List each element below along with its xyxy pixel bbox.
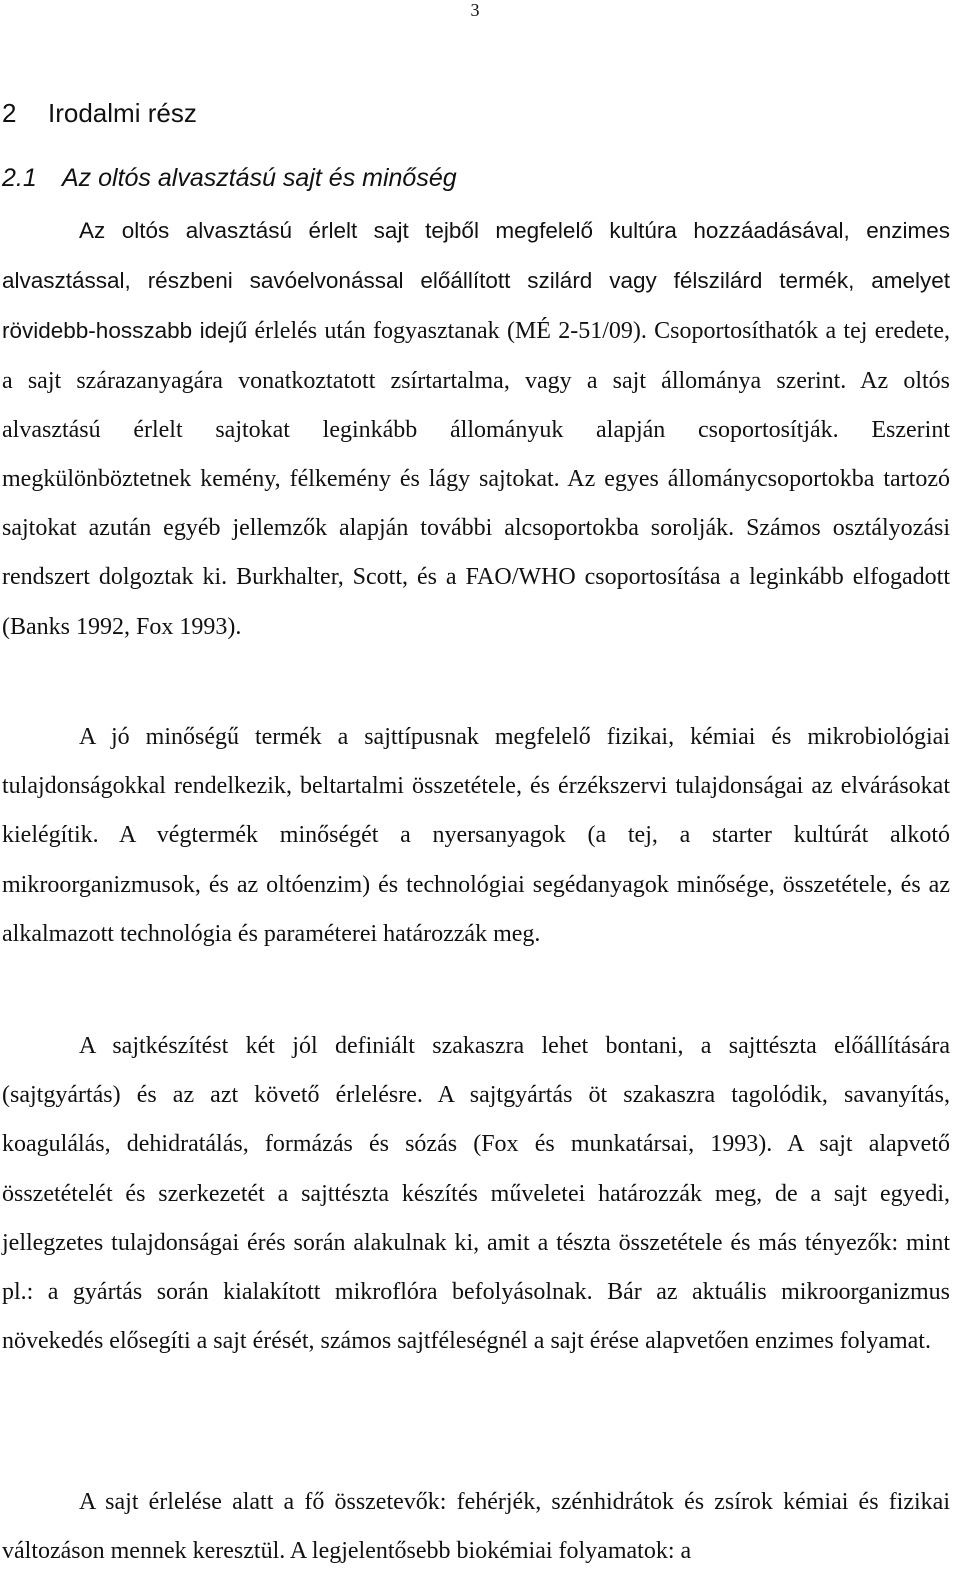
paragraph-4: A sajt érlelése alatt a fő összetevők: fehérjék, szénhidrátok és zsírok kémiai és fizikai változáson mennek keresztül. A legjelentősebb biokémiai folyamatok: a (2, 1489, 950, 1565)
chapter-number: 2 (2, 98, 17, 128)
paragraph-1-serif-text: érlelés után fogyasztanak (MÉ 2-51/09). Csoportosíthatók a tej eredete, a sajt szárazanyagára vonatkoztatott zsírtartalma, vagy a sajt állománya szerint. Az oltós alvasztású érlelt sajtokat leginkább állományuk alapján csoportosítják. Eszerint megkülönböztetnek kemény, félkemény és lágy sajtokat. Az egyes állománycsoportokba tartozó sajtokat azután egyéb jellemzők alapján további alcsoportokba sorolják. Számos osztályozási rendszert dolgoztak ki. Burkhalter, Scott, és a FAO/WHO csoportosítása a leginkább elfogadott (Banks 1992, Fox 1993). (2, 318, 950, 640)
chapter-title: Irodalmi rész (48, 98, 197, 128)
section-title: Az oltós alvasztású sajt és minőség (62, 164, 457, 192)
chapter-heading (2, 98, 197, 129)
paragraph-1-sans-text: Az oltós alvasztású érlelt sajt tejből megfelelő kultúra hozzáadásával, enzimes alvasztással, részbeni savóelvonással előállított szilárd vagy félszilárd termék, amelyet rövidebb-hosszabb idejű (2, 218, 950, 344)
paragraph-3: A sajtkészítést két jól definiált szakaszra lehet bontani, a sajttészta előállítására (sajtgyártás) és az azt követő érlelésre. A sajtgyártás öt szakaszra tagolódik, savanyítás, koagulálás, dehidratálás, formázás és sózás (Fox és munkatársai, 1993). A sajt alapvető összetételét és szerkezetét a sajttészta készítés műveletei határozzák meg, de a sajt egyedi, jellegzetes tulajdonságai érés során alakulnak ki, amit a tészta összetétele és más tényezők: mint pl.: a gyártás során kialakított mikroflóra befolyásolnak. Bár az aktuális mikroorganizmus növekedés elősegíti a sajt érését, számos sajtféleségnél a sajt érése alapvetően enzimes folyamat. (2, 1033, 950, 1355)
paragraph-1 (2, 206, 950, 652)
paragraph-2: A jó minőségű termék a sajttípusnak megfelelő fizikai, kémiai és mikrobiológiai tulajdonságokkal rendelkezik, beltartalmi összetétele, és érzékszervi tulajdonságai az elvárásokat kielégítik. A végtermék minőségét a nyersanyagok (a tej, a starter kultúrát alkotó mikroorganizmusok, és az oltóenzim) és technológiai segédanyagok minősége, összetétele, és az alkalmazott technológia és paraméterei határozzák meg. (2, 724, 950, 947)
page-number: 3 (470, 0, 480, 20)
section-heading (2, 164, 457, 193)
section-number: 2.1 (2, 164, 37, 192)
